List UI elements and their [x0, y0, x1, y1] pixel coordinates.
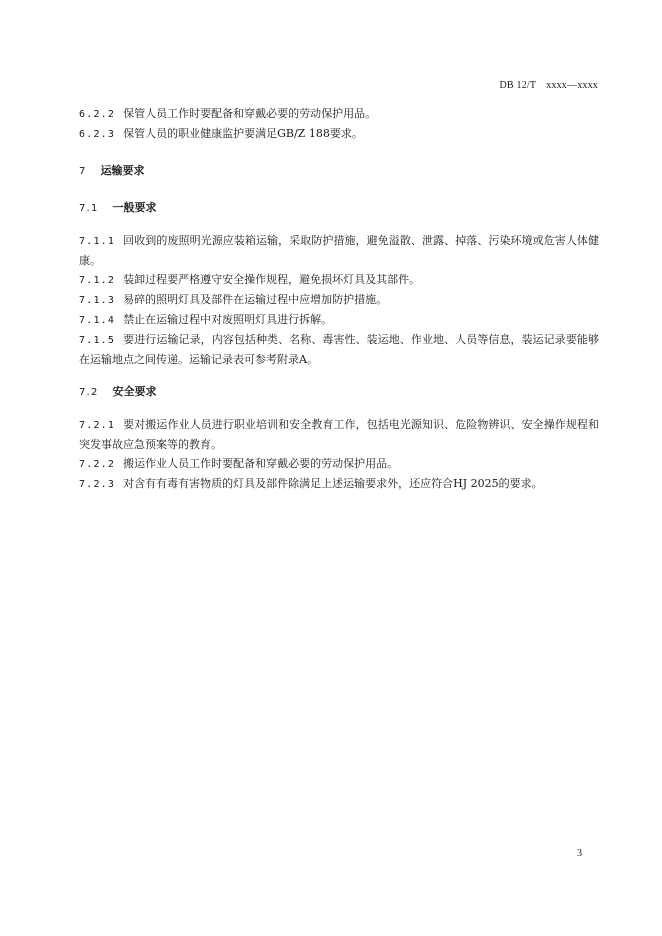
clause-7-1-1: [79, 231, 599, 270]
clause-number: 7.1.2: [79, 275, 116, 286]
clause-number: 7.1.5: [79, 335, 116, 346]
clause-text: 禁止在运输过程中对废照明灯具进行拆解。: [123, 313, 333, 326]
document-body: [79, 104, 599, 494]
clause-text: 要进行运输记录，内容包括种类、名称、毒害性、装运地、作业地、人员等信息，装运记录要能够在运输地点之间传递。运输记录表可参考附录A。: [79, 333, 599, 366]
clause-number: 7.2.1: [79, 420, 116, 431]
clause-7-2-1: [79, 415, 599, 454]
section-heading-7-2: [79, 382, 599, 402]
clause-number: 7.2.3: [79, 479, 116, 490]
section-title: 一般要求: [112, 201, 157, 214]
section-number: 7.2: [79, 387, 99, 398]
clause-text: 回收到的废照明光源应装箱运输，采取防护措施，避免溢散、泄露、掉落、污染环境或危害人体健康。: [79, 234, 599, 267]
clause-number: 6.2.2: [79, 109, 116, 120]
clause-number: 7.2.2: [79, 459, 116, 470]
clause-number: 7.1.3: [79, 295, 116, 306]
clause-7-1-4: [79, 310, 599, 330]
clause-number: 7.1.4: [79, 315, 116, 326]
page-number: 3: [577, 848, 582, 859]
clause-7-1-2: [79, 270, 599, 290]
clause-text: 保管人员工作时要配备和穿戴必要的劳动保护用品。: [123, 107, 377, 120]
clause-text: 易碎的照明灯具及部件在运输过程中应增加防护措施。: [123, 293, 388, 306]
section-heading-7-1: [79, 198, 599, 218]
section-heading-7: [79, 161, 599, 181]
clause-7-2-2: [79, 454, 599, 474]
clause-7-1-5: [79, 330, 599, 369]
section-title: 安全要求: [112, 385, 157, 398]
clause-text: 装卸过程要严格遵守安全操作规程，避免损坏灯具及其部件。: [123, 273, 421, 286]
clause-7-1-3: [79, 290, 599, 310]
clause-number: 6.2.3: [79, 129, 116, 140]
section-number: 7: [79, 166, 87, 177]
clause-text: 搬运作业人员工作时要配备和穿戴必要的劳动保护用品。: [123, 457, 399, 470]
clause-text: 对含有有毒有害物质的灯具及部件除满足上述运输要求外，还应符合HJ 2025的要求。: [123, 477, 543, 490]
document-code-header: DB 12/T xxxx—xxxx: [499, 80, 598, 91]
clause-7-2-3: [79, 474, 599, 494]
clause-6-2-2: [79, 104, 599, 124]
section-title: 运输要求: [100, 164, 145, 177]
clause-6-2-3: [79, 124, 599, 144]
clause-text: 要对搬运作业人员进行职业培训和安全教育工作，包括电光源知识、危险物辨识、安全操作规程和突发事故应急预案等的教育。: [79, 418, 599, 451]
clause-text: 保管人员的职业健康监护要满足GB/Z 188要求。: [123, 127, 363, 140]
section-number: 7.1: [79, 203, 99, 214]
clause-number: 7.1.1: [79, 236, 116, 247]
